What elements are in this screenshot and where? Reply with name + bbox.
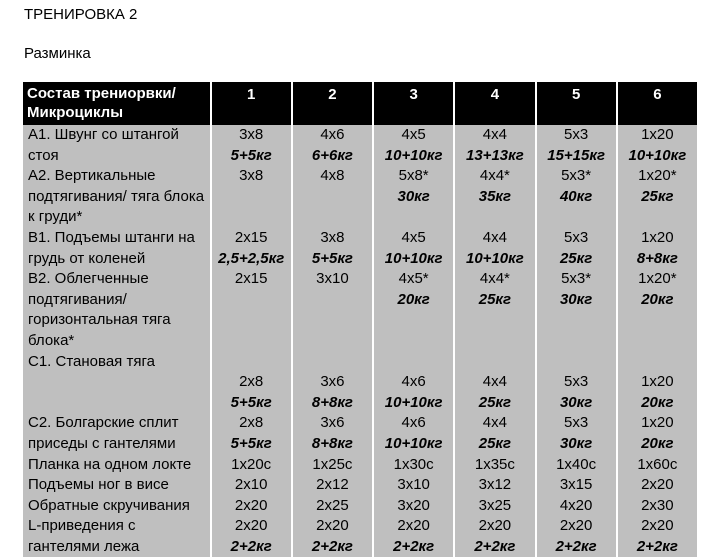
microcycle-cell — [537, 516, 616, 557]
microcycle-cell — [618, 166, 697, 228]
spacer — [540, 352, 613, 373]
microcycle-cell — [537, 496, 616, 517]
microcycle-cell — [537, 352, 616, 414]
sets-reps: 2х25 — [316, 496, 349, 514]
sets-reps: 5х3 — [564, 126, 589, 143]
microcycle-cell — [212, 352, 291, 414]
weight: 2+2кг — [555, 537, 597, 555]
table-row — [23, 166, 697, 228]
sets-reps: 1х30с — [393, 455, 434, 473]
microcycle-cell — [455, 269, 534, 351]
weight: 8+8кг — [311, 434, 353, 452]
sets-reps: 5х3 — [564, 414, 589, 432]
exercise-name: А2. Вертикальные подтягивания/ тяга блока к груди* — [23, 166, 210, 228]
sets-reps: 2х20 — [478, 517, 512, 535]
workout-table — [21, 82, 699, 557]
sets-reps: 3х15 — [559, 476, 593, 494]
microcycle-cell — [212, 166, 291, 228]
sets-reps: 2х8 — [239, 373, 264, 391]
weight: 25кг — [478, 393, 512, 411]
sets-reps: 4х6 — [320, 126, 345, 143]
sets-reps: 5х3* — [561, 167, 592, 185]
microcycle-cell — [374, 269, 453, 351]
sets-reps: 3х6 — [320, 373, 345, 391]
sets-reps: 2х20 — [641, 476, 674, 494]
weight: 30кг — [559, 393, 593, 411]
weight: 5+5кг — [230, 434, 272, 452]
sets-reps: 2х30 — [641, 496, 674, 514]
weight: 10+10кг — [384, 249, 443, 267]
table-row — [23, 413, 697, 454]
sets-reps: 1х20 — [641, 228, 674, 246]
header-row — [23, 82, 697, 125]
sets-reps: 1х35с — [474, 455, 515, 473]
header-microcycle-6: 6 — [618, 82, 697, 125]
spacer — [296, 352, 369, 373]
header-microcycle-2: 2 — [293, 82, 372, 125]
weight: 20кг — [641, 434, 674, 452]
header-microcycle-3: 3 — [374, 82, 453, 125]
table-row — [23, 352, 697, 414]
exercise-name: А1. Швунг со штангой стоя — [23, 125, 210, 166]
weight: 40кг — [559, 187, 593, 205]
sets-reps: 3х10 — [397, 476, 430, 494]
sets-reps: 2х20 — [316, 517, 349, 535]
sets-reps: 5х3 — [564, 228, 589, 246]
sets-reps: 1х25с — [312, 455, 353, 473]
exercise-name: В1. Подъемы штанги на грудь от коленей — [23, 228, 210, 269]
weight: 2+2кг — [393, 537, 435, 555]
sets-reps: 2х20 — [559, 517, 593, 535]
exercise-name: С2. Болгарские сплит приседы с гантелями — [23, 413, 210, 454]
sets-reps: 4х4* — [479, 270, 510, 288]
weight: 10+10кг — [628, 146, 687, 164]
microcycle-cell — [618, 475, 697, 496]
sets-reps: 4х6 — [401, 414, 426, 432]
microcycle-cell — [618, 125, 697, 166]
weight: 25кг — [641, 187, 674, 205]
microcycle-cell — [618, 228, 697, 269]
weight: 20кг — [641, 393, 674, 411]
microcycle-cell — [374, 352, 453, 414]
sets-reps: 4х6 — [401, 373, 426, 391]
microcycle-cell — [455, 475, 534, 496]
sets-reps: 3х25 — [478, 496, 512, 514]
microcycle-cell — [212, 228, 291, 269]
microcycle-cell — [212, 269, 291, 351]
microcycle-cell — [212, 413, 291, 454]
spacer — [621, 352, 694, 373]
header-microcycle-1: 1 — [212, 82, 291, 125]
sets-reps: 1х20* — [638, 270, 677, 288]
header-name-cell: Состав трениорвки/ Микроциклы — [23, 82, 210, 125]
sets-reps: 2х20 — [397, 517, 430, 535]
weight: 10+10кг — [384, 146, 443, 164]
sets-reps: 1х20с — [231, 455, 272, 473]
microcycle-cell — [374, 516, 453, 557]
weight: 2+2кг — [230, 537, 272, 555]
microcycle-cell — [212, 516, 291, 557]
microcycle-cell — [455, 228, 534, 269]
microcycle-cell — [537, 413, 616, 454]
microcycle-cell — [293, 516, 372, 557]
exercise-name: С1. Становая тяга — [23, 352, 210, 414]
sets-reps: 4х8 — [320, 167, 345, 185]
spacer — [458, 352, 531, 373]
sets-reps: 1х20 — [641, 373, 674, 391]
microcycle-cell — [374, 125, 453, 166]
exercise-name: Подъемы ног в висе — [23, 475, 210, 496]
sets-reps: 5х3* — [561, 270, 592, 288]
sets-reps: 3х6 — [320, 414, 345, 432]
document-title: ТРЕНИРОВКА 2 — [24, 6, 138, 23]
weight: 10+10кг — [384, 434, 443, 452]
weight: 5+5кг — [230, 393, 272, 411]
microcycle-cell — [293, 228, 372, 269]
microcycle-cell — [293, 475, 372, 496]
weight: 8+8кг — [311, 393, 353, 411]
weight: 30кг — [559, 434, 593, 452]
sets-reps: 2х12 — [316, 476, 349, 494]
microcycle-cell — [293, 125, 372, 166]
sets-reps: 2х20 — [234, 517, 268, 535]
sets-reps: 1х20 — [641, 414, 674, 432]
weight: 8+8кг — [636, 249, 678, 267]
microcycle-cell — [537, 475, 616, 496]
microcycle-cell — [618, 269, 697, 351]
sets-reps: 3х8 — [239, 167, 264, 185]
weight: 35кг — [478, 187, 512, 205]
sets-reps: 4х20 — [559, 496, 593, 514]
weight: 30кг — [559, 290, 593, 308]
sets-reps: 4х4 — [482, 414, 507, 432]
sets-reps: 3х8 — [239, 126, 264, 143]
sets-reps: 4х4 — [482, 373, 507, 391]
sets-reps: 3х20 — [397, 496, 430, 514]
weight: 20кг — [641, 290, 674, 308]
sets-reps: 3х10 — [316, 270, 349, 288]
spacer — [377, 352, 450, 373]
microcycle-cell — [212, 455, 291, 476]
weight: 13+13кг — [466, 146, 524, 164]
sets-reps: 2х15 — [234, 270, 268, 288]
microcycle-cell — [455, 516, 534, 557]
exercise-name: L-приведения с гантелями лежа — [23, 516, 210, 557]
sets-reps: 4х4 — [482, 126, 507, 143]
microcycle-cell — [537, 455, 616, 476]
sets-reps: 2х15 — [234, 228, 268, 246]
sets-reps: 3х12 — [478, 476, 512, 494]
sets-reps: 4х5 — [401, 126, 426, 143]
weight: 2,5+2,5кг — [218, 249, 285, 267]
section-subtitle: Разминка — [24, 45, 91, 62]
weight: 15+15кг — [547, 146, 605, 164]
microcycle-cell — [455, 352, 534, 414]
table-row — [23, 516, 697, 557]
weight: 6+6кг — [311, 146, 353, 164]
table-row — [23, 269, 697, 351]
microcycle-cell — [455, 413, 534, 454]
table-row — [23, 455, 697, 476]
microcycle-cell — [374, 475, 453, 496]
sets-reps: 4х4* — [479, 167, 510, 185]
microcycle-cell — [293, 496, 372, 517]
weight: 25кг — [559, 249, 593, 267]
weight: 10+10кг — [466, 249, 524, 267]
header-microcycle-4: 4 — [455, 82, 534, 125]
sets-reps: 4х5 — [401, 228, 426, 246]
spacer — [215, 352, 288, 373]
microcycle-cell — [212, 125, 291, 166]
sets-reps: 5х3 — [564, 373, 589, 391]
weight: 2+2кг — [636, 537, 678, 555]
sets-reps: 4х4 — [482, 228, 507, 246]
sets-reps: 2х20 — [234, 496, 268, 514]
table-row — [23, 496, 697, 517]
table-row — [23, 125, 697, 166]
microcycle-cell — [293, 413, 372, 454]
microcycle-cell — [374, 455, 453, 476]
microcycle-cell — [537, 228, 616, 269]
microcycle-cell — [455, 125, 534, 166]
microcycle-cell — [618, 496, 697, 517]
sets-reps: 5х8* — [398, 167, 429, 185]
table-header — [23, 82, 697, 125]
microcycle-cell — [293, 269, 372, 351]
table-row — [23, 228, 697, 269]
microcycle-cell — [618, 413, 697, 454]
microcycle-cell — [374, 228, 453, 269]
sets-reps: 1х20 — [641, 126, 674, 143]
weight: 20кг — [397, 290, 430, 308]
sets-reps: 2х8 — [239, 414, 264, 432]
header-microcycle-5: 5 — [537, 82, 616, 125]
microcycle-cell — [212, 496, 291, 517]
microcycle-cell — [537, 269, 616, 351]
weight: 25кг — [478, 290, 512, 308]
microcycle-cell — [618, 516, 697, 557]
exercise-name: Обратные скручивания — [23, 496, 210, 517]
table-body — [23, 125, 697, 557]
microcycle-cell — [455, 496, 534, 517]
microcycle-cell — [374, 413, 453, 454]
microcycle-cell — [537, 125, 616, 166]
microcycle-cell — [374, 166, 453, 228]
table-row — [23, 475, 697, 496]
weight: 30кг — [397, 187, 430, 205]
sets-reps: 1х20* — [638, 167, 677, 185]
sets-reps: 1х60с — [637, 455, 678, 473]
microcycle-cell — [293, 166, 372, 228]
microcycle-cell — [293, 455, 372, 476]
weight: 5+5кг — [311, 249, 353, 267]
weight: 2+2кг — [311, 537, 353, 555]
microcycle-cell — [618, 352, 697, 414]
microcycle-cell — [618, 455, 697, 476]
microcycle-cell — [293, 352, 372, 414]
microcycle-cell — [212, 475, 291, 496]
sets-reps: 3х8 — [320, 228, 345, 246]
weight: 25кг — [478, 434, 512, 452]
sets-reps: 2х10 — [234, 476, 268, 494]
microcycle-cell — [374, 496, 453, 517]
exercise-name: Планка на одном локте — [23, 455, 210, 476]
microcycle-cell — [537, 166, 616, 228]
sets-reps: 4х5* — [398, 270, 429, 288]
sets-reps: 1х40с — [556, 455, 597, 473]
microcycle-cell — [455, 455, 534, 476]
sets-reps: 2х20 — [641, 517, 674, 535]
microcycle-cell — [455, 166, 534, 228]
weight: 5+5кг — [230, 146, 272, 164]
weight: 10+10кг — [384, 393, 443, 411]
exercise-name: В2. Облегченные подтягивания/ горизонтальная тяга блока* — [23, 269, 210, 351]
weight: 2+2кг — [474, 537, 516, 555]
